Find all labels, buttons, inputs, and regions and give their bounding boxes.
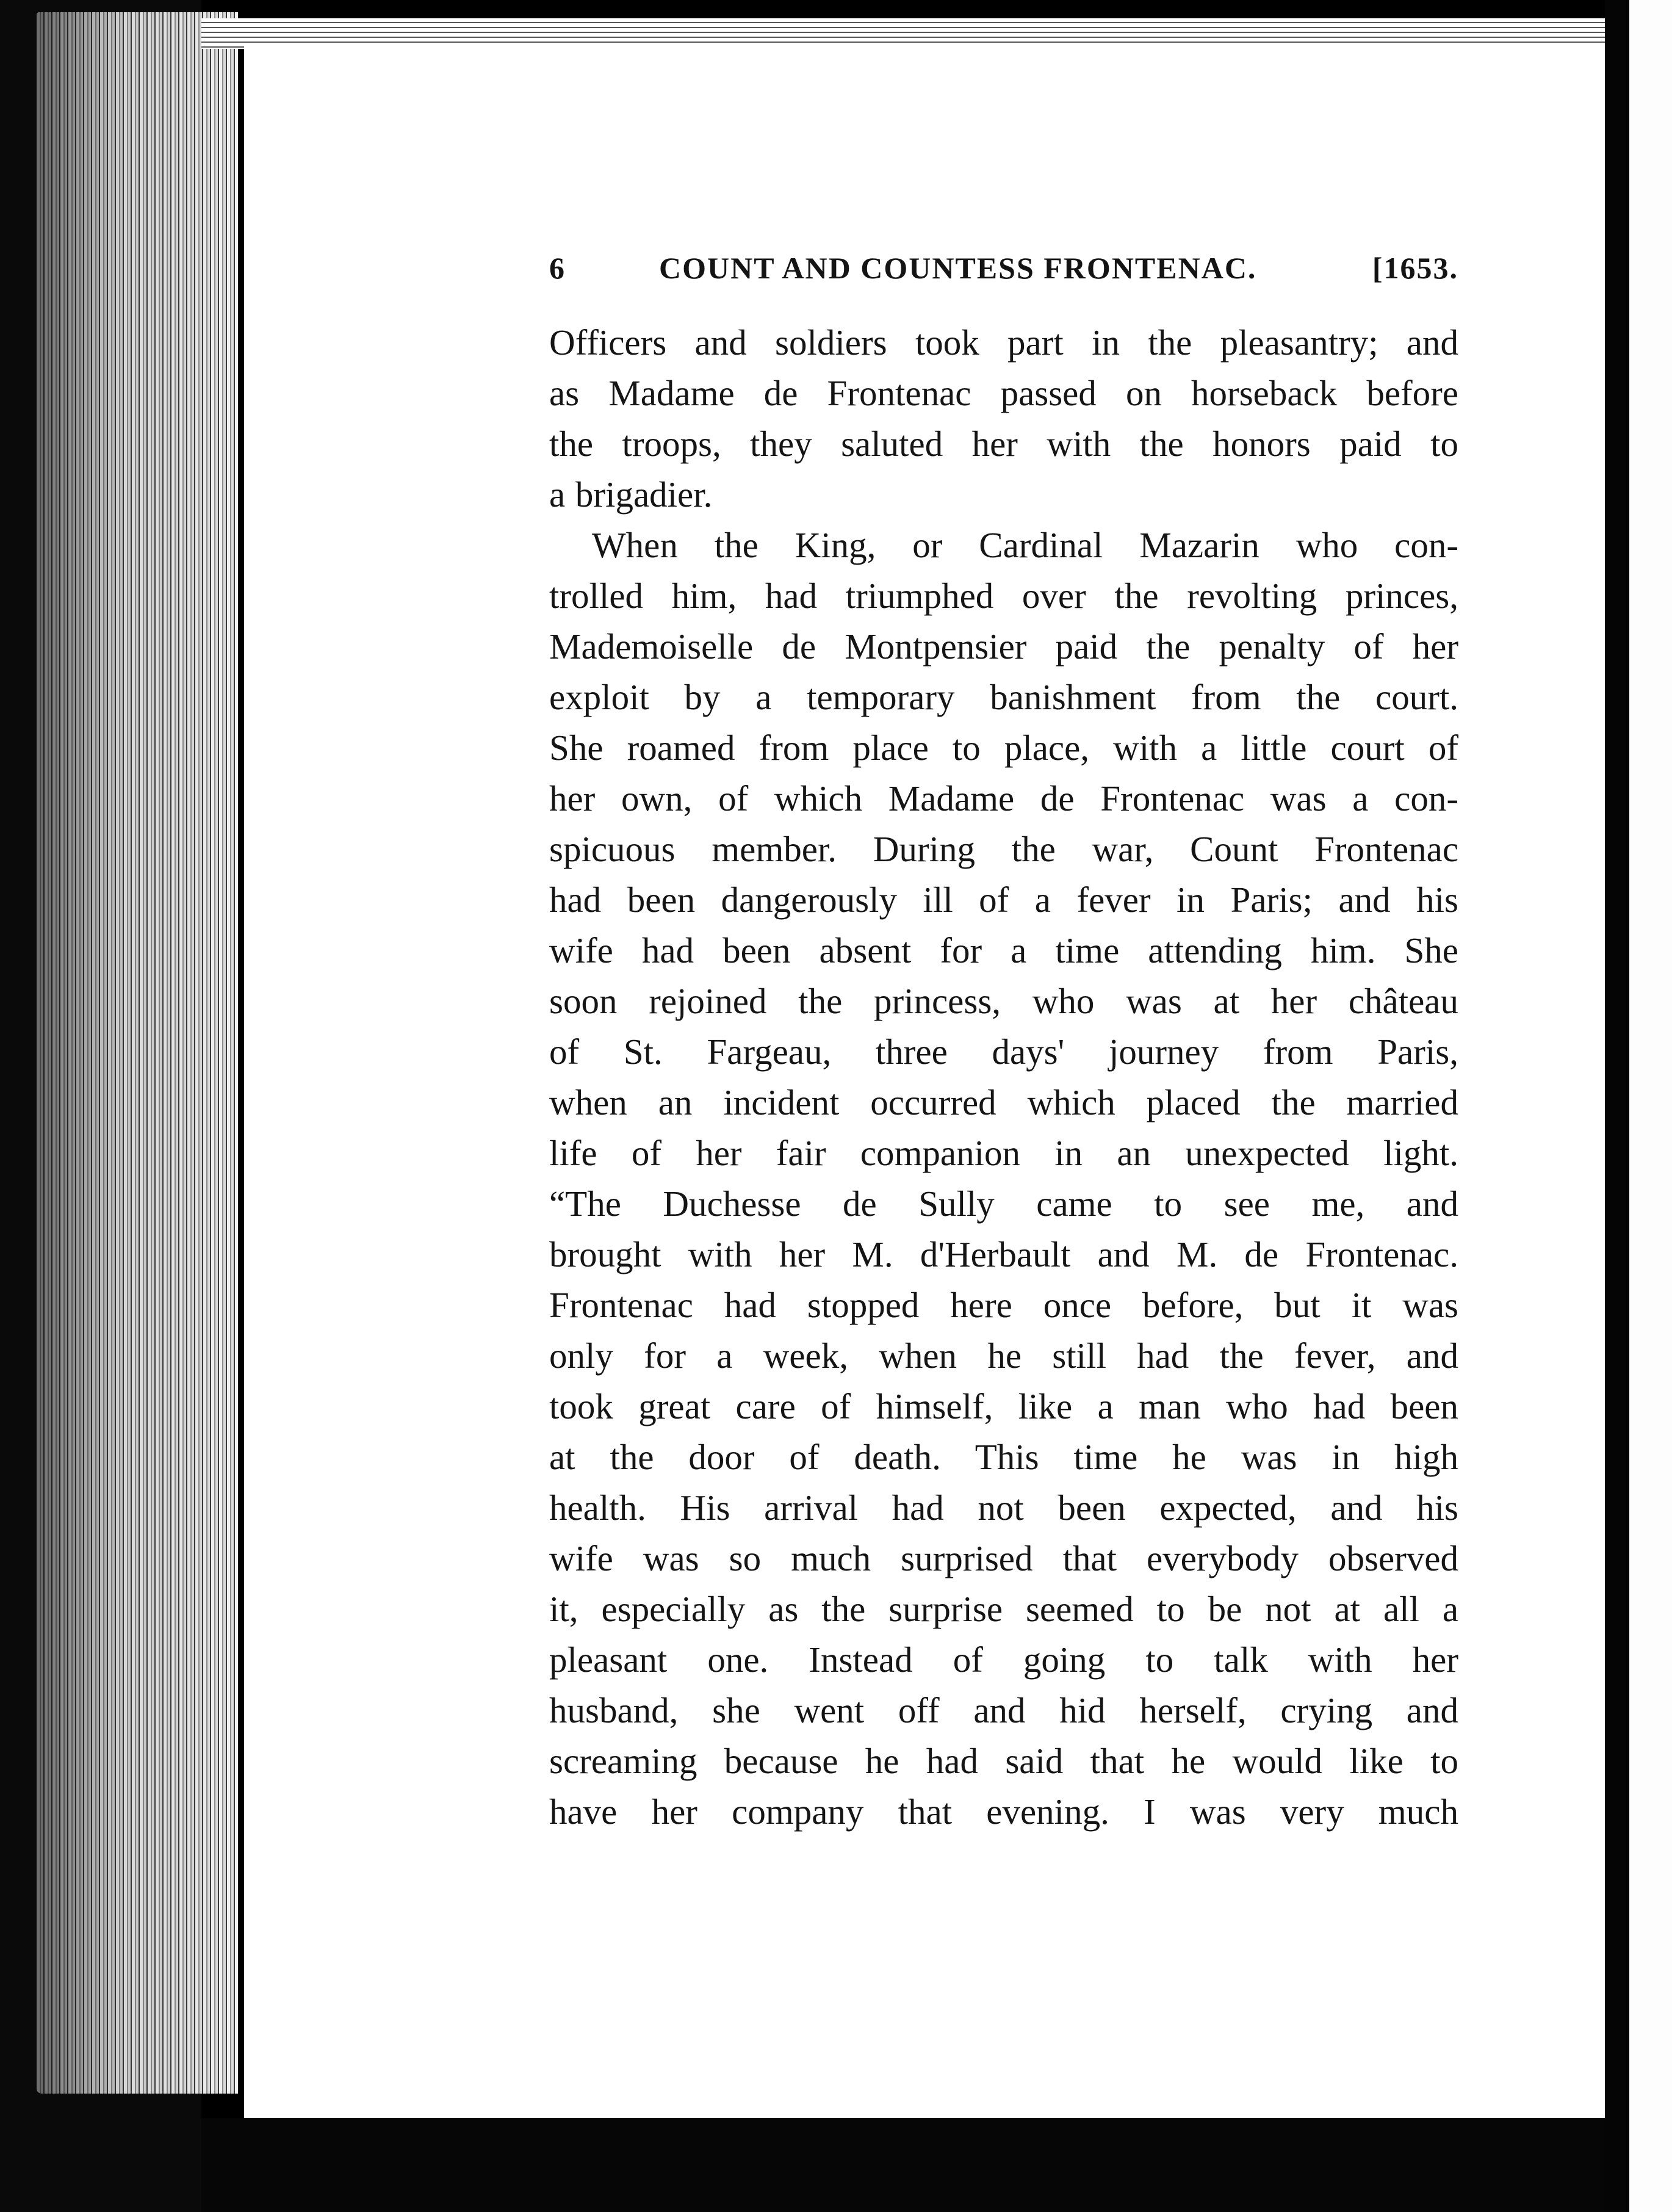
text-line: wife had been absent for a time attending him. She xyxy=(549,930,1458,970)
running-head xyxy=(549,250,1458,299)
text-line: health. His arrival had not been expected, and his xyxy=(549,1487,1458,1528)
running-title: COUNT AND COUNTESS FRONTENAC. xyxy=(659,251,1257,285)
page-number: 6 xyxy=(549,251,566,285)
text-line: have her company that evening. I was very much xyxy=(549,1791,1458,1832)
text-line: exploit by a temporary banishment from the court. xyxy=(549,677,1458,717)
text-line: the troops, they saluted her with the honors paid to xyxy=(549,424,1458,464)
text-line: as Madame de Frontenac passed on horseback before xyxy=(549,373,1458,413)
text-line: pleasant one. Instead of going to talk with her xyxy=(549,1639,1458,1680)
text-line: trolled him, had triumphed over the revolting princes, xyxy=(549,576,1458,616)
text-line: soon rejoined the princess, who was at her château xyxy=(549,981,1458,1021)
text-line: when an incident occurred which placed the married xyxy=(549,1082,1458,1122)
book-gutter xyxy=(1605,0,1629,2212)
text-line: only for a week, when he still had the fever, and xyxy=(549,1336,1458,1376)
book-page-edges xyxy=(37,12,238,2094)
text-line: husband, she went off and hid herself, crying and xyxy=(549,1690,1458,1730)
text-line: Officers and soldiers took part in the pleasantry; and xyxy=(549,322,1458,363)
text-line: it, especially as the surprise seemed to be not at all a xyxy=(549,1589,1458,1629)
text-line: life of her fair companion in an unexpected light. xyxy=(549,1133,1458,1173)
text-line: of St. Fargeau, three days' journey from Paris, xyxy=(549,1032,1458,1072)
text-line: screaming because he had said that he would like to xyxy=(549,1741,1458,1781)
running-year: [1653. xyxy=(1372,251,1458,285)
text-line: “The Duchesse de Sully came to see me, and xyxy=(549,1184,1458,1224)
text-line: a brigadier. xyxy=(549,474,713,515)
scan-border-bottom xyxy=(201,2118,1605,2212)
text-line: She roamed from place to place, with a little court of xyxy=(549,728,1458,768)
text-line: Frontenac had stopped here once before, but it was xyxy=(549,1285,1458,1325)
body-text xyxy=(549,317,1458,1837)
text-line: When the King, or Cardinal Mazarin who con- xyxy=(592,525,1458,565)
text-line: Mademoiselle de Montpensier paid the penalty of her xyxy=(549,626,1458,667)
text-line: her own, of which Madame de Frontenac was a con- xyxy=(549,778,1458,819)
text-line: took great care of himself, like a man who had been xyxy=(549,1386,1458,1426)
text-line: wife was so much surprised that everybody observed xyxy=(549,1538,1458,1578)
text-line: brought with her M. d'Herbault and M. de Frontenac. xyxy=(549,1234,1458,1274)
facing-page-edge xyxy=(1629,0,1672,2212)
text-line: spicuous member. During the war, Count Frontenac xyxy=(549,829,1458,869)
text-line: at the door of death. This time he was in high xyxy=(549,1437,1458,1477)
text-line: had been dangerously ill of a fever in Paris; and his xyxy=(549,880,1458,920)
